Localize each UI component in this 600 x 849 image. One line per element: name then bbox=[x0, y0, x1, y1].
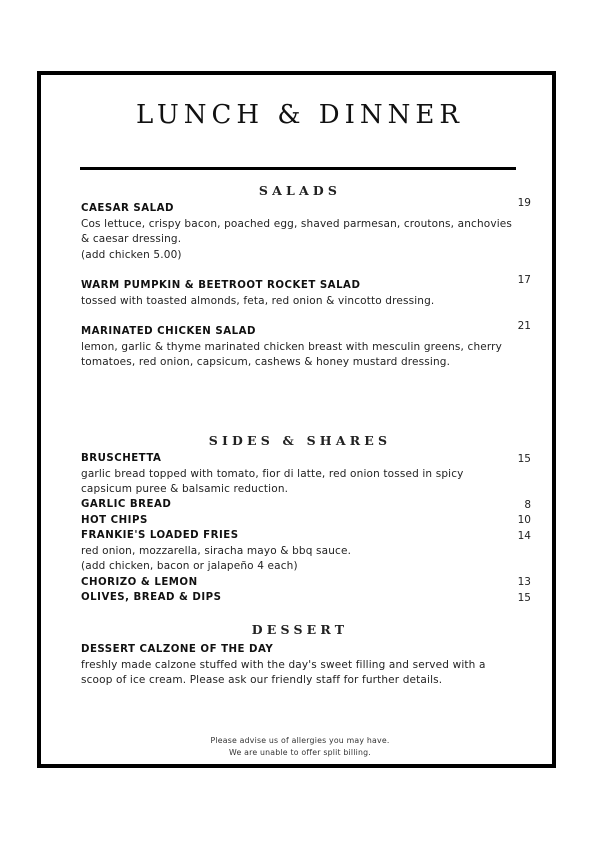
item-name: DESSERT CALZONE OF THE DAY bbox=[81, 644, 274, 655]
item-price: 13 bbox=[517, 576, 531, 588]
title-divider bbox=[80, 167, 516, 170]
menu-title: LUNCH & DINNER bbox=[136, 100, 464, 130]
menu-item-hot-chips bbox=[81, 513, 521, 529]
item-price: 21 bbox=[517, 320, 531, 332]
item-desc-line: tomatoes, red onion, capsicum, cashews & honey mustard dressing. bbox=[81, 356, 451, 368]
menu-item-loaded-fries bbox=[81, 528, 521, 575]
menu-item-olives-bread-dips bbox=[81, 590, 521, 606]
item-name: FRANKIE'S LOADED FRIES bbox=[81, 530, 239, 541]
item-desc-line: Cos lettuce, crispy bacon, poached egg, shaved parmesan, croutons, anchovies bbox=[81, 217, 513, 230]
item-price: 10 bbox=[517, 514, 531, 526]
item-price: 15 bbox=[517, 592, 531, 604]
item-desc-line: freshly made calzone stuffed with the day's sweet filling and served with a bbox=[81, 658, 486, 671]
menu-item-warm-pumpkin-salad bbox=[81, 278, 521, 309]
item-price: 8 bbox=[524, 499, 531, 511]
item-desc-line: & caesar dressing. bbox=[81, 233, 182, 245]
item-name: GARLIC BREAD bbox=[81, 499, 172, 510]
item-desc-line: (add chicken, bacon or jalapeño 4 each) bbox=[81, 560, 298, 572]
section-title-sides: SIDES & SHARES bbox=[208, 433, 392, 448]
item-desc-line: scoop of ice cream. Please ask our friendly staff for further details. bbox=[81, 674, 443, 686]
item-name: HOT CHIPS bbox=[81, 515, 148, 526]
menu-item-marinated-chicken-salad bbox=[81, 324, 521, 371]
item-price: 17 bbox=[517, 274, 531, 286]
item-name: CAESAR SALAD bbox=[81, 203, 174, 214]
item-name: WARM PUMPKIN & BEETROOT ROCKET SALAD bbox=[81, 280, 361, 291]
item-desc-line: (add chicken 5.00) bbox=[81, 248, 182, 261]
menu-item-garlic-bread bbox=[81, 497, 521, 513]
menu-item-caesar-salad bbox=[81, 201, 521, 263]
menu-item-bruschetta bbox=[81, 451, 521, 498]
item-name: OLIVES, BREAD & DIPS bbox=[81, 592, 222, 603]
footer-billing-note: We are unable to offer split billing. bbox=[229, 747, 371, 757]
menu-item-chorizo-lemon bbox=[81, 575, 521, 591]
footer-note bbox=[0, 735, 600, 758]
item-desc-line: capsicum puree & balsamic reduction. bbox=[81, 483, 289, 495]
footer-allergy-note: Please advise us of allergies you may have. bbox=[210, 736, 390, 745]
item-desc-line: lemon, garlic & thyme marinated chicken breast with mesculin greens, cherry bbox=[81, 340, 502, 353]
item-name: CHORIZO & LEMON bbox=[81, 577, 198, 588]
menu-item-dessert-calzone bbox=[81, 642, 521, 689]
item-desc-line: red onion, mozzarella, siracha mayo & bbq sauce. bbox=[81, 544, 352, 557]
item-price: 14 bbox=[517, 530, 531, 542]
section-title-dessert: DESSERT bbox=[251, 622, 349, 637]
item-price: 15 bbox=[517, 453, 531, 465]
item-name: MARINATED CHICKEN SALAD bbox=[81, 326, 256, 337]
item-desc-line: tossed with toasted almonds, feta, red onion & vincotto dressing. bbox=[81, 294, 435, 307]
item-desc-line: garlic bread topped with tomato, fior di latte, red onion tossed in spicy bbox=[81, 467, 464, 480]
section-title-salads: SALADS bbox=[258, 183, 342, 198]
item-name: BRUSCHETTA bbox=[81, 453, 162, 464]
item-price: 19 bbox=[517, 197, 531, 209]
